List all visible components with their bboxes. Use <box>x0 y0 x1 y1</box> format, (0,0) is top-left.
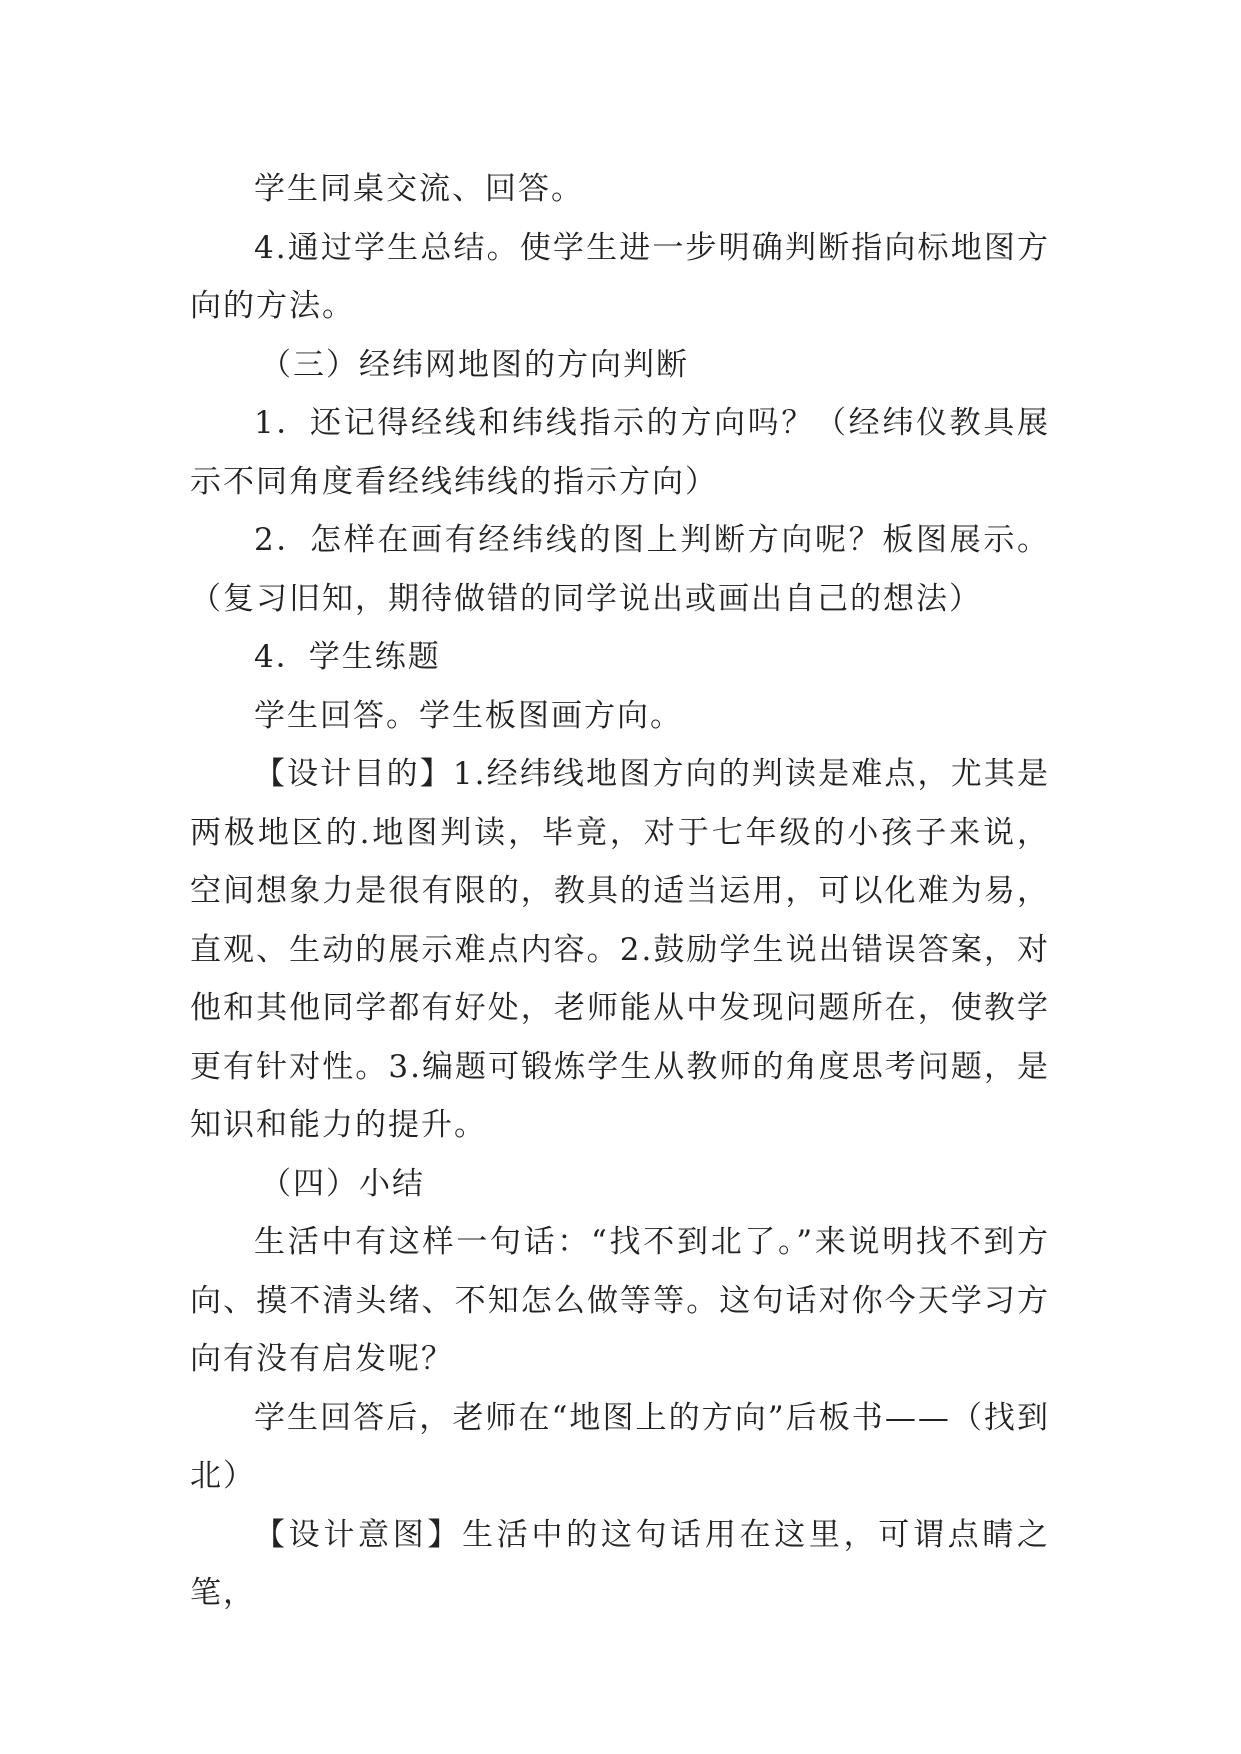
paragraph-design-intent: 【设计意图】生活中的这句话用在这里，可谓点睛之笔， <box>190 1516 1050 1611</box>
paragraph-step-1: 1．还记得经线和纬线指示的方向吗？（经纬仪教具展示不同角度看经线纬线的指示方向） <box>190 405 1050 500</box>
document-body <box>190 160 1050 1623</box>
paragraph-board-writing: 学生回答后，老师在“地图上的方向”后板书——（找到北） <box>190 1399 1050 1494</box>
paragraph-student-answer: 学生回答。学生板图画方向。 <box>254 697 683 734</box>
paragraph-summary-method: 4.通过学生总结。使学生进一步明确判断指向标地图方向的方法。 <box>190 229 1050 324</box>
paragraph-design-purpose: 【设计目的】1.经纬线地图方向的判读是难点，尤其是两极地区的.地图判读，毕竟，对于七年级的小孩子来说，空间想象力是很有限的，教具的适当运用，可以化难为易，直观、生动的展示难点内容。2.鼓励学生说出错误答案，对他和其他同学都有好处，老师能从中发现问题所在，使教学更有针对性。3.编题可锻炼学生从教师的角度思考问题，是知识和能力的提升。 <box>190 756 1050 1143</box>
paragraph-step-2: 2．怎样在画有经纬线的图上判断方向呢？板图展示。（复习旧知，期待做错的同学说出或画出自己的想法） <box>190 522 1050 617</box>
paragraph-student-discussion: 学生同桌交流、回答。 <box>254 171 584 207</box>
section-heading-graticule-direction: （三）经纬网地图的方向判断 <box>260 346 689 383</box>
paragraph-life-saying: 生活中有这样一句话：“找不到北了。”来说明找不到方向、摸不清头绪、不知怎么做等等。这句话对你今天学习方向有没有启发呢？ <box>190 1224 1050 1377</box>
section-heading-summary: （四）小结 <box>260 1165 425 1202</box>
paragraph-step-4: 4．学生练题 <box>254 639 441 675</box>
